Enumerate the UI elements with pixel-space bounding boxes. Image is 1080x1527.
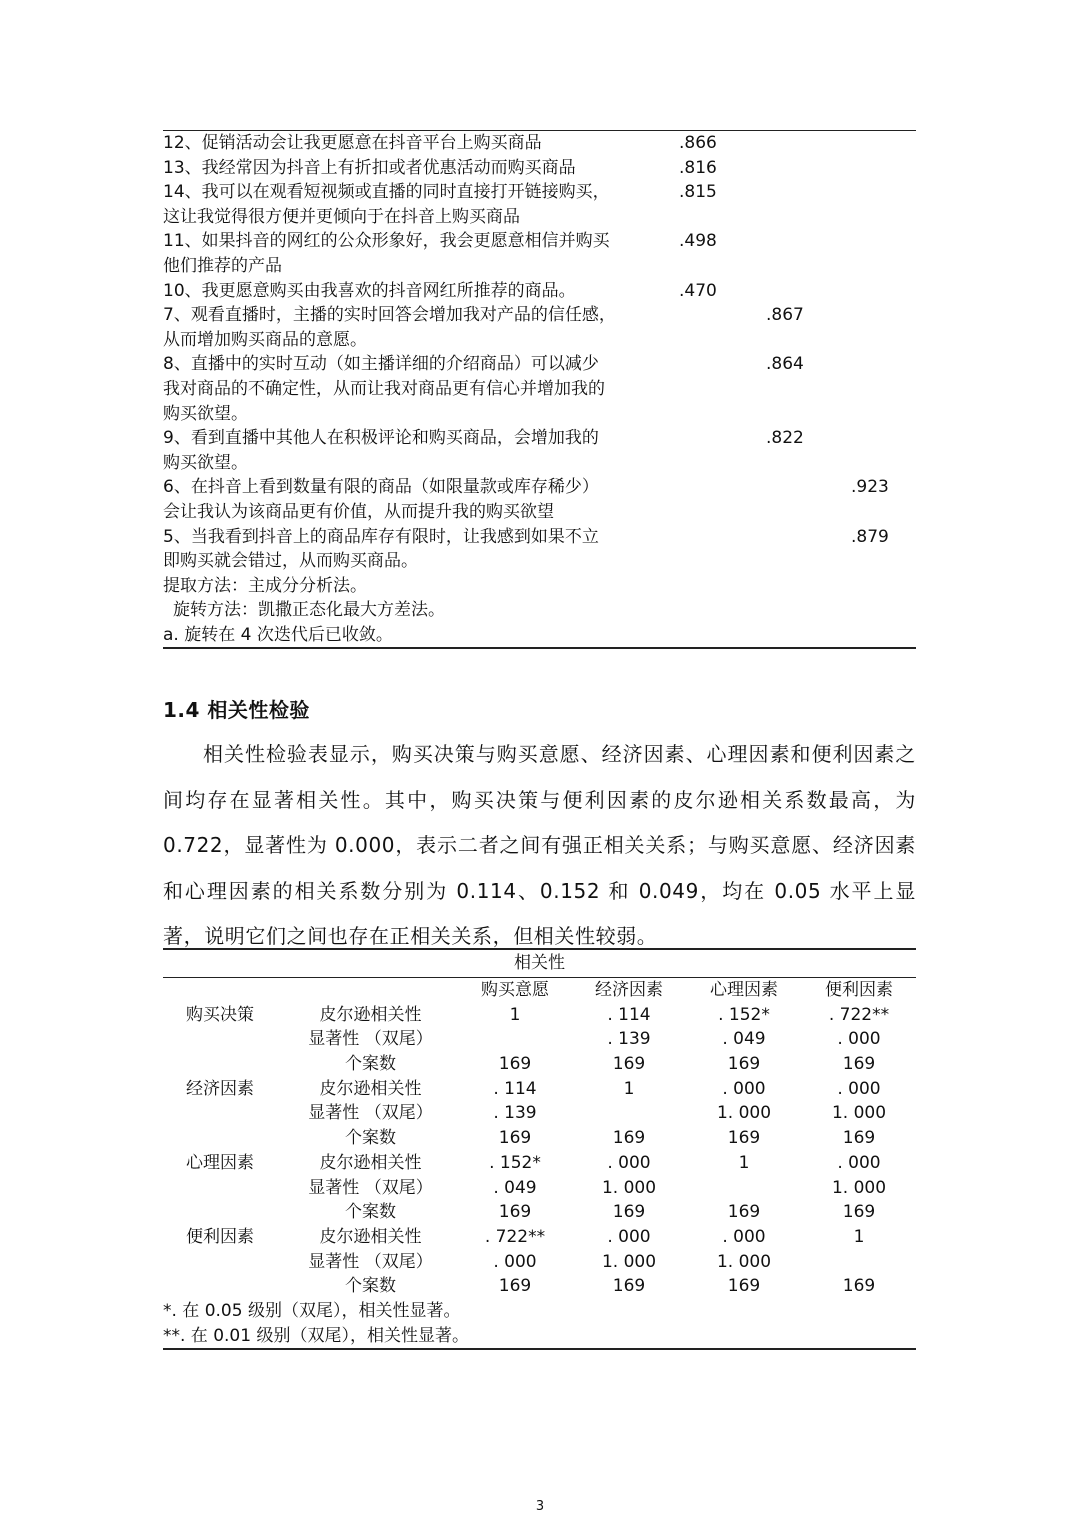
section-paragraph: 相关性检验表显示，购买决策与购买意愿、经济因素、心理因素和便利因素之间均存在显著相关性。其中，购买决策与便利因素的皮尔逊相关系数最高，为0.722，显著性为 0.000，表示二者之间有强正相关关系；与购买意愿、经济因素和心理因素的相关系数分别为 0.114、0.152 和 0.049，均在 0.05 水平上显著，说明它们之间也存在正相关关系，但相关性较弱。 — [163, 742, 916, 948]
table-cell: . 139 — [493, 1103, 537, 1124]
table-cell: 1. 000 — [601, 1177, 657, 1198]
loading-value: .498 — [679, 231, 717, 252]
column-header: 便利因素 — [825, 980, 893, 1000]
section-title: 1.4 相关性检验 — [163, 698, 310, 722]
item-text — [163, 180, 663, 229]
item-text — [163, 426, 663, 475]
stat-label: 皮尔逊相关性 — [319, 1226, 422, 1247]
table-cell: . 000 — [607, 1226, 651, 1247]
stat-label: 个案数 — [345, 1202, 396, 1223]
table-cell: 169 — [498, 1054, 532, 1075]
item-text — [163, 352, 663, 426]
table-cell: 1. 000 — [601, 1251, 657, 1272]
table-cell: 169 — [612, 1054, 646, 1075]
column-header: 经济因素 — [595, 980, 663, 1000]
item-line: 7、观看直播时，主播的实时回答会增加我对产品的信任感， — [163, 305, 616, 326]
stat-label: 皮尔逊相关性 — [319, 1152, 422, 1173]
table-cell: . 722** — [484, 1226, 546, 1247]
table-cell: . 000 — [837, 1152, 881, 1173]
correlation-table — [163, 948, 916, 1350]
table-cell: 1 — [853, 1226, 865, 1247]
item-text — [163, 156, 663, 181]
loading-value: .470 — [679, 280, 717, 301]
item-text — [163, 279, 663, 304]
loadings-notes — [163, 574, 916, 648]
table-row — [163, 303, 916, 352]
table-cell: 1 — [738, 1152, 750, 1173]
item-text — [163, 229, 663, 278]
item-line: 他们推荐的产品 — [163, 255, 282, 276]
table-cell: 169 — [498, 1202, 532, 1223]
row-group-label: 心理因素 — [186, 1152, 254, 1173]
table-cell: . 000 — [722, 1226, 766, 1247]
table-cell: 169 — [498, 1276, 532, 1297]
table-cell: . 722** — [828, 1004, 890, 1025]
table-cell: 169 — [612, 1128, 646, 1149]
stat-label: 个案数 — [345, 1054, 396, 1075]
loading-value: .815 — [679, 182, 717, 203]
item-line: 即购买就会错过，从而购买商品。 — [163, 551, 418, 572]
table-note: 提取方法：主成分分析法。 — [163, 575, 367, 596]
item-line: 11、如果抖音的网红的公众形象好，我会更愿意相信并购买 — [163, 231, 610, 252]
table-cell: . 114 — [607, 1004, 651, 1025]
table-cell: . 152* — [489, 1152, 541, 1173]
table-row — [163, 1126, 916, 1151]
item-text — [163, 303, 663, 352]
table-row — [163, 131, 916, 156]
table-cell: 1 — [623, 1078, 635, 1099]
correlation-notes — [163, 1299, 916, 1348]
table-row — [163, 1101, 916, 1126]
stat-label: 显著性 （双尾） — [308, 1029, 433, 1050]
table-row — [163, 426, 916, 475]
stat-label: 皮尔逊相关性 — [319, 1004, 422, 1025]
stat-label: 显著性 （双尾） — [308, 1177, 433, 1198]
item-line: 8、直播中的实时互动（如主播详细的介绍商品）可以减少 — [163, 354, 599, 375]
loading-value: .866 — [679, 133, 717, 153]
column-header: 购买意愿 — [481, 980, 549, 1000]
table-row — [163, 475, 916, 524]
loadings-body — [163, 131, 916, 574]
table-row — [163, 1176, 916, 1201]
item-line: 会让我认为该商品更有价值，从而提升我的购买欲望 — [163, 501, 554, 522]
row-group-label: 经济因素 — [186, 1078, 254, 1099]
table-row — [163, 1225, 916, 1250]
table-note: **. 在 0.01 级别（双尾），相关性显著。 — [163, 1325, 469, 1346]
table-cell: 1. 000 — [716, 1103, 772, 1124]
table-cell: 169 — [842, 1276, 876, 1297]
row-group-label: 便利因素 — [186, 1226, 254, 1247]
table-row — [163, 525, 916, 574]
table-row — [163, 279, 916, 304]
table-cell: . 139 — [607, 1029, 651, 1050]
table-cell: . 000 — [837, 1029, 881, 1050]
item-line: 购买欲望。 — [163, 452, 248, 473]
table-row — [163, 229, 916, 278]
table-cell: 169 — [498, 1128, 532, 1149]
table-row — [163, 1200, 916, 1225]
item-line: 10、我更愿意购买由我喜欢的抖音网红所推荐的商品。 — [163, 280, 576, 301]
table-row — [163, 1027, 916, 1052]
table-cell: 1. 000 — [716, 1251, 772, 1272]
table-cell: 169 — [727, 1202, 761, 1223]
item-line: 我对商品的不确定性，从而让我对商品更有信心并增加我的 — [163, 378, 605, 399]
table-note: a. 旋转在 4 次迭代后已收敛。 — [163, 624, 393, 645]
table-cell: . 152* — [718, 1004, 770, 1025]
table-cell: . 000 — [607, 1152, 651, 1173]
table-cell: . 000 — [837, 1078, 881, 1099]
stat-label: 显著性 （双尾） — [308, 1251, 433, 1272]
table-row — [163, 1077, 916, 1102]
rotated-component-matrix-table — [163, 130, 916, 649]
table-cell: . 049 — [493, 1177, 537, 1198]
table-row — [163, 1003, 916, 1028]
stat-label: 皮尔逊相关性 — [319, 1078, 422, 1099]
table-cell: 1. 000 — [831, 1177, 887, 1198]
item-line: 6、在抖音上看到数量有限的商品（如限量款或库存稀少） — [163, 477, 599, 498]
loading-value: .864 — [766, 354, 804, 375]
table-row — [163, 1274, 916, 1299]
item-line: 从而增加购买商品的意愿。 — [163, 329, 367, 350]
stat-label: 个案数 — [345, 1128, 396, 1149]
item-line: 购买欲望。 — [163, 403, 248, 424]
table-cell: . 000 — [722, 1078, 766, 1099]
table-cell: . 000 — [493, 1251, 537, 1272]
loading-value: .822 — [766, 428, 804, 449]
table-cell: . 114 — [493, 1078, 537, 1099]
table-cell: 1. 000 — [831, 1103, 887, 1124]
table-cell: . 049 — [722, 1029, 766, 1050]
table-cell: 169 — [842, 1202, 876, 1223]
stat-label: 显著性 （双尾） — [308, 1103, 433, 1124]
stat-label: 个案数 — [345, 1276, 396, 1297]
item-line: 5、当我看到抖音上的商品库存有限时，让我感到如果不立 — [163, 526, 599, 547]
table-note: *. 在 0.05 级别（双尾），相关性显著。 — [163, 1300, 461, 1321]
item-text — [163, 525, 663, 574]
item-line: 12、促销活动会让我更愿意在抖音平台上购买商品 — [163, 133, 542, 153]
column-header: 心理因素 — [710, 980, 778, 1000]
table-note: 旋转方法：凯撒正态化最大方差法。 — [173, 600, 445, 621]
table-cell: 169 — [842, 1128, 876, 1149]
row-group-label: 购买决策 — [186, 1004, 254, 1025]
table-cell: 169 — [727, 1276, 761, 1297]
item-line: 13、我经常因为抖音上有折扣或者优惠活动而购买商品 — [163, 157, 576, 178]
table-header-row — [163, 978, 916, 1003]
table-row — [163, 352, 916, 426]
table-cell: 169 — [842, 1054, 876, 1075]
table-row — [163, 156, 916, 181]
table-cell: 169 — [612, 1276, 646, 1297]
table-row — [163, 180, 916, 229]
table-cell: 169 — [727, 1128, 761, 1149]
loading-value: .867 — [766, 305, 804, 326]
table-row — [163, 1151, 916, 1176]
loading-value: .816 — [679, 157, 717, 178]
item-line: 14、我可以在观看短视频或直播的同时直接打开链接购买， — [163, 182, 610, 203]
item-line: 这让我觉得很方便并更倾向于在抖音上购买商品 — [163, 206, 520, 227]
loading-value: .879 — [851, 526, 889, 547]
table-caption: 相关性 — [163, 950, 916, 978]
item-text — [163, 131, 663, 156]
item-text — [163, 475, 663, 524]
table-cell: 169 — [727, 1054, 761, 1075]
correlation-body — [163, 1003, 916, 1299]
table-cell: 169 — [612, 1202, 646, 1223]
loading-value: .923 — [851, 477, 889, 498]
table-row — [163, 1052, 916, 1077]
item-line: 9、看到直播中其他人在积极评论和购买商品，会增加我的 — [163, 428, 599, 449]
table-row — [163, 1250, 916, 1275]
table-cell: 1 — [509, 1004, 521, 1025]
page-number: 3 — [535, 1499, 545, 1514]
